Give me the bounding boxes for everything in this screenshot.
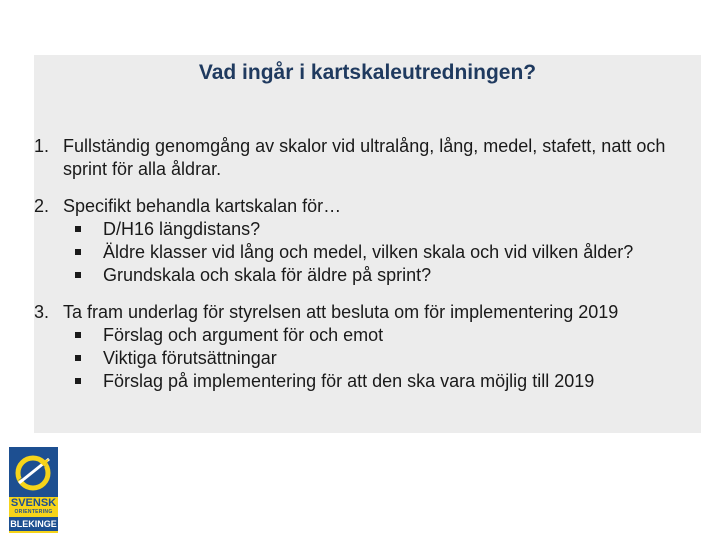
logo-line-1: SVENSK bbox=[10, 497, 57, 509]
slide-title: Vad ingår i kartskaleutredningen? bbox=[198, 61, 537, 84]
sub-item: Äldre klasser vid lång och medel, vilken skala och vid vilken ålder? bbox=[34, 241, 701, 264]
bullet-icon bbox=[75, 355, 81, 361]
svensk-orientering-logo bbox=[9, 447, 58, 533]
sub-item: Förslag och argument för och emot bbox=[34, 324, 701, 347]
sub-list bbox=[34, 324, 701, 393]
bullet-icon bbox=[75, 332, 81, 338]
list-item-2 bbox=[34, 195, 701, 218]
sub-list bbox=[34, 218, 701, 287]
numbered-list bbox=[34, 135, 701, 393]
list-item-3 bbox=[34, 301, 701, 324]
sub-item: Viktiga förutsättningar bbox=[34, 347, 701, 370]
list-item-1 bbox=[34, 135, 701, 181]
bullet-icon bbox=[75, 249, 81, 255]
bullet-icon bbox=[75, 378, 81, 384]
bullet-icon bbox=[75, 226, 81, 232]
sub-item: Grundskala och skala för äldre på sprint? bbox=[34, 264, 701, 287]
slide-panel bbox=[34, 55, 701, 433]
logo-line-3: BLEKINGE bbox=[10, 519, 57, 529]
list-item-text: Ta fram underlag för styrelsen att besluta om för implementering 2019 bbox=[63, 302, 619, 322]
compass-icon bbox=[9, 447, 58, 497]
list-item-text: Specifikt behandla kartskalan för… bbox=[63, 196, 342, 216]
list-item-text: Fullständig genomgång av skalor vid ultralång, lång, medel, stafett, natt och sprint för alla åldrar. bbox=[63, 136, 666, 179]
list-item-number: 3. bbox=[34, 302, 50, 322]
logo-line-2: ORIENTERING bbox=[14, 509, 53, 515]
sub-item: D/H16 längdistans? bbox=[34, 218, 701, 241]
sub-item: Förslag på implementering för att den ska vara möjlig till 2019 bbox=[34, 370, 701, 393]
bullet-icon bbox=[75, 272, 81, 278]
list-item-number: 2. bbox=[34, 196, 50, 216]
list-item-number: 1. bbox=[34, 136, 50, 156]
